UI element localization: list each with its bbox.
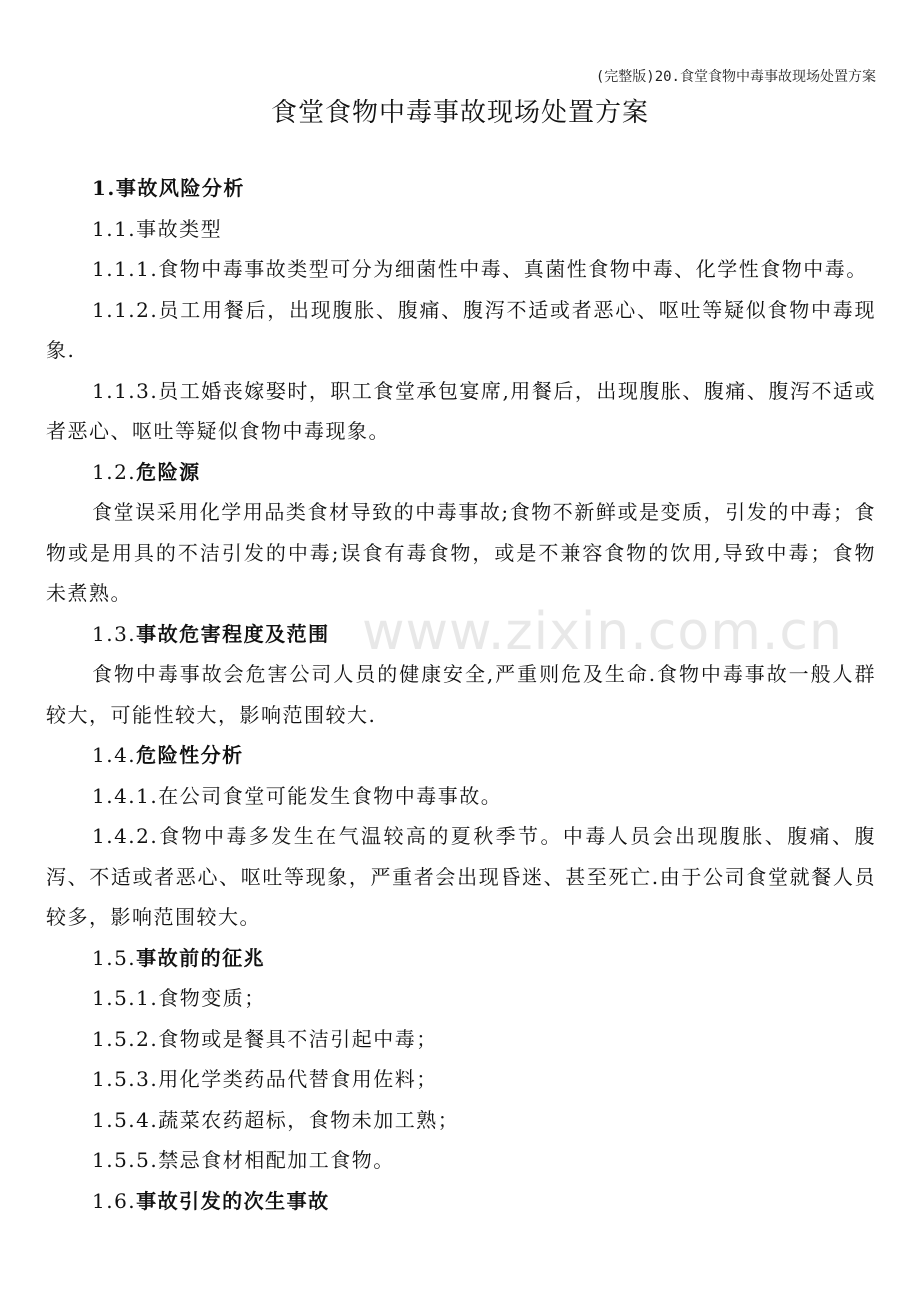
section-1-6-title: 事故引发的次生事故 xyxy=(136,1188,330,1213)
section-1-4-1: 1.4.1.在公司食堂可能发生食物中毒事故。 xyxy=(92,783,503,808)
section-1-6-heading xyxy=(46,1181,876,1222)
section-1-2-number: 1.2. xyxy=(92,459,137,484)
document-title: 食堂食物中毒事故现场处置方案 xyxy=(270,98,649,128)
section-1-1-heading: 1.1.事故类型 xyxy=(92,216,223,241)
section-1-1-1: 1.1.1.食物中毒事故类型可分为细菌性中毒、真菌性食物中毒、化学性食物中毒。 xyxy=(92,257,868,281)
watermark: www.zixin.com.cn xyxy=(362,602,843,662)
section-1-3-title: 事故危害程度及范围 xyxy=(136,621,330,646)
section-1-2-text: 食堂误采用化学用品类食材导致的中毒事故;食物不新鲜或是变质，引发的中毒；食物或是用具的不洁引发的中毒;误食有毒食物，或是不兼容食物的饮用,导致中毒；食物未煮熟。 xyxy=(46,500,876,605)
running-header: (完整版)20.食堂食物中毒事故现场处置方案 xyxy=(595,69,876,85)
section-1-5-5: 1.5.5.禁忌食材相配加工食物。 xyxy=(92,1148,395,1172)
section-1-5-2: 1.5.2.食物或是餐具不洁引起中毒； xyxy=(92,1026,438,1051)
section-1-5-title: 事故前的征兆 xyxy=(136,945,266,970)
section-1-4-title: 危险性分析 xyxy=(136,743,244,767)
section-1-heading: 1.事故风险分析 xyxy=(92,176,245,200)
document-body xyxy=(46,168,876,1221)
section-1-1-3: 1.1.3.员工婚丧嫁娶时，职工食堂承包宴席,用餐后，出现腹胀、腹痛、腹泻不适或者恶心、呕吐等疑似食物中毒现象。 xyxy=(46,378,876,443)
section-1-4-heading xyxy=(46,735,876,776)
section-1-2-heading xyxy=(46,452,876,493)
section-1-1-2: 1.1.2.员工用餐后，出现腹胀、腹痛、腹泻不适或者恶心、呕吐等疑似食物中毒现象. xyxy=(46,297,876,362)
section-1-5-1: 1.5.1.食物变质； xyxy=(92,986,266,1010)
section-1-4-2: 1.4.2.食物中毒多发生在气温较高的夏秋季节。中毒人员会出现腹胀、腹痛、腹泻、不适或者恶心、呕吐等现象，严重者会出现昏迷、甚至死亡.由于公司食堂就餐人员较多，影响范围较大。 xyxy=(46,824,876,929)
section-1-4-number: 1.4. xyxy=(92,743,137,767)
section-1-5-4: 1.5.4.蔬菜农药超标，食物未加工熟； xyxy=(92,1107,460,1132)
section-1-5-3: 1.5.3.用化学类药品代替食用佐料； xyxy=(92,1067,438,1091)
section-1-5-heading xyxy=(46,938,876,979)
section-1-2-title: 危险源 xyxy=(136,459,201,484)
section-1-3-text: 食物中毒事故会危害公司人员的健康安全,严重则危及生命.食物中毒事故一般人群较大，可能性较大，影响范围较大. xyxy=(46,662,876,727)
section-1-3-heading xyxy=(46,614,876,655)
section-1-6-number: 1.6. xyxy=(92,1188,137,1213)
section-1-3-number: 1.3. xyxy=(92,621,137,646)
section-1-5-number: 1.5. xyxy=(92,945,137,970)
